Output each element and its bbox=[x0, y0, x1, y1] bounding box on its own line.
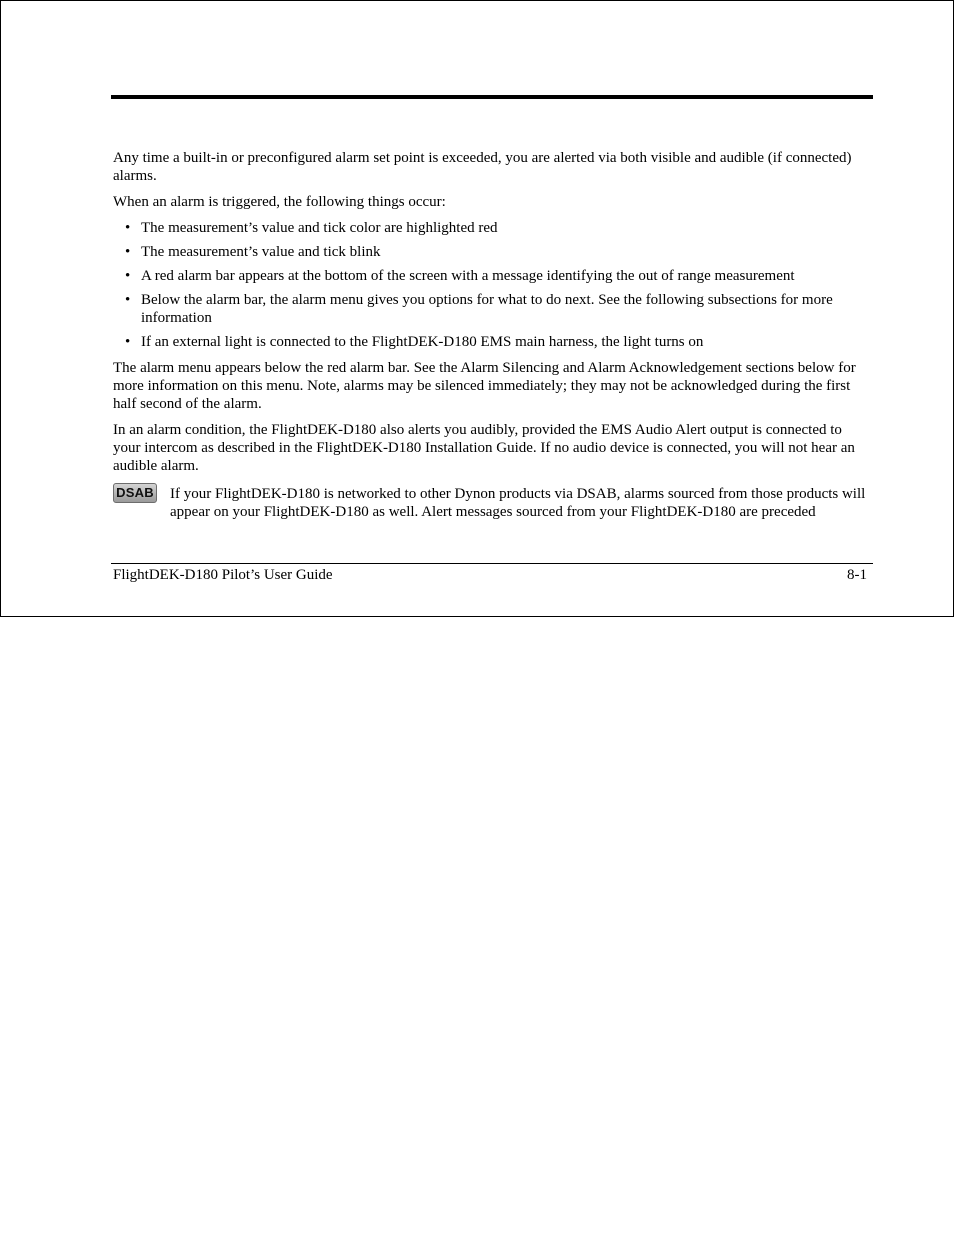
bullet-icon: • bbox=[125, 292, 131, 308]
list-item: • Below the alarm bar, the alarm menu gives you options for what to do next. See the following subsections for more information bbox=[125, 292, 833, 326]
paragraph-audible-alarm: In an alarm condition, the FlightDEK-D180 also alerts you audibly, provided the EMS Audio Alert output is connected to your intercom as described in the FlightDEK-D180 Installation Guide. If no audio device is connected, you will not hear an audible alarm. bbox=[113, 422, 855, 474]
dsab-note-text: If your FlightDEK-D180 is networked to other Dynon products via DSAB, alarms sourced from those products will appear on your FlightDEK-D180 as well. Alert messages sourced from your FlightDEK-D180 are preceded bbox=[170, 486, 866, 520]
dsab-note bbox=[113, 485, 873, 521]
header-rule bbox=[111, 95, 873, 99]
list-item: • The measurement’s value and tick blink bbox=[125, 244, 381, 260]
paragraph-trigger: When an alarm is triggered, the following things occur: bbox=[113, 194, 446, 210]
paragraph-intro: Any time a built-in or preconfigured alarm set point is exceeded, you are alerted via both visible and audible (if connected) alarms. bbox=[113, 150, 852, 184]
list-item: • The measurement’s value and tick color are highlighted red bbox=[125, 220, 498, 236]
paragraph-alarm-menu: The alarm menu appears below the red alarm bar. See the Alarm Silencing and Alarm Acknowledgement sections below for more information on this menu. Note, alarms may be silenced immediately; they may not be acknowledged during the first half second of the alarm. bbox=[113, 360, 856, 412]
list-item: • A red alarm bar appears at the bottom of the screen with a message identifying the out of range measurement bbox=[125, 268, 795, 284]
bullet-icon: • bbox=[125, 244, 131, 260]
page-number: 8-1 bbox=[847, 567, 867, 583]
alarm-effects-list bbox=[113, 219, 873, 351]
document-page bbox=[0, 0, 954, 617]
bullet-icon: • bbox=[125, 334, 131, 350]
body-content bbox=[113, 149, 873, 521]
footer-title: FlightDEK-D180 Pilot’s User Guide bbox=[113, 567, 333, 583]
list-item: • If an external light is connected to the FlightDEK-D180 EMS main harness, the light turns on bbox=[125, 334, 704, 350]
bullet-icon: • bbox=[125, 268, 131, 284]
bullet-icon: • bbox=[125, 220, 131, 236]
footer-rule bbox=[111, 563, 873, 564]
dsab-badge-icon: DSAB bbox=[113, 483, 157, 503]
